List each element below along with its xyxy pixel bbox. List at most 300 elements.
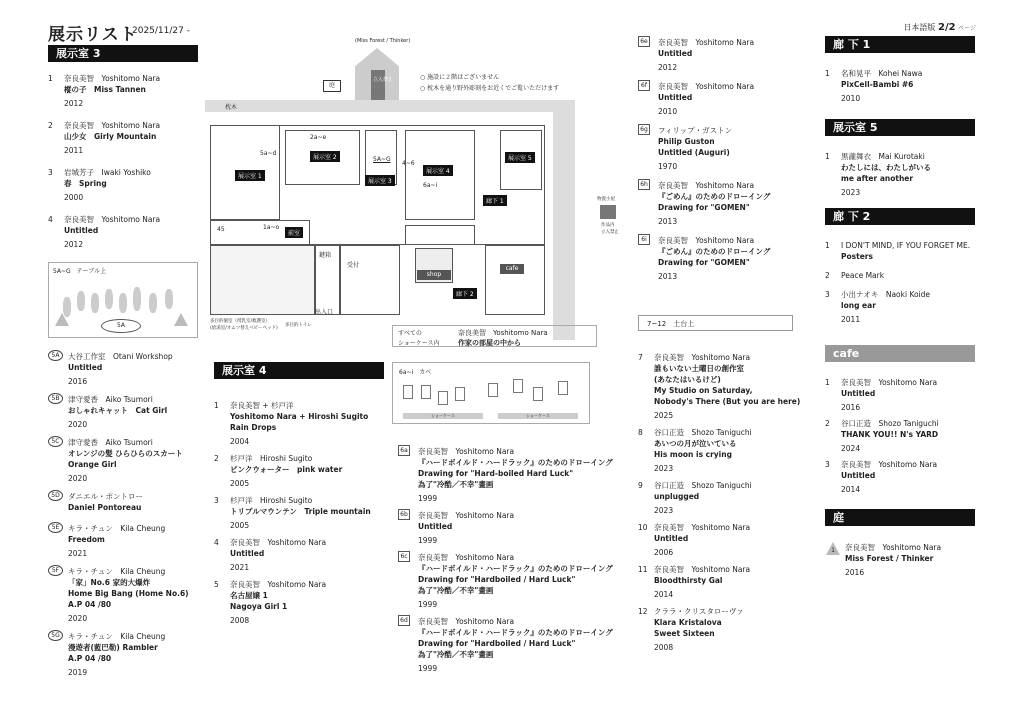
item-number: 9 bbox=[638, 481, 643, 490]
locker-label: 鍵箱 bbox=[319, 252, 332, 259]
storage-shed-icon bbox=[600, 205, 616, 219]
artist-name: 奈良美智 Yoshitomo Nara bbox=[418, 617, 515, 626]
work-year: 2000 bbox=[64, 193, 84, 202]
room-label-5: 展示室 5 bbox=[505, 152, 535, 163]
list-item bbox=[48, 566, 208, 624]
restroom-label-c: 多目的トイレ bbox=[285, 323, 312, 328]
item-number: 7 bbox=[638, 353, 643, 362]
section-room4: 展示室 4 bbox=[214, 362, 384, 379]
item-number-badge: 5D bbox=[48, 490, 63, 501]
section-corridor1: 廊 下 1 bbox=[825, 36, 975, 53]
work-title: 名古屋嬢 1 bbox=[230, 591, 268, 600]
work-title: Drawing for "GOMEN" bbox=[658, 258, 750, 267]
cafe-area bbox=[485, 245, 545, 315]
work-year: 2023 bbox=[841, 188, 861, 197]
work-title: Untitled (Auguri) bbox=[658, 148, 730, 157]
map-top-label: (Miss Forest / Thinker) bbox=[355, 38, 411, 44]
artist-name: 奈良美智 Yoshitomo Nara bbox=[658, 38, 755, 47]
list-item bbox=[48, 491, 208, 513]
work-year: 2013 bbox=[658, 217, 678, 226]
work-title: オレンジの髪 ひらひらのスカート bbox=[68, 449, 183, 458]
reception-label: 受付 bbox=[347, 262, 360, 269]
room-7-area bbox=[405, 225, 475, 245]
work-year: 2013 bbox=[658, 272, 678, 281]
work-year: 2020 bbox=[68, 614, 88, 623]
artwork-frame bbox=[438, 391, 448, 405]
artist-name: 奈良美智 Yoshitomo Nara bbox=[845, 543, 942, 552]
artist-name: 奈良美智 Yoshitomo Nara bbox=[230, 580, 327, 589]
figure-icon bbox=[119, 293, 127, 313]
work-year: 2024 bbox=[841, 444, 861, 453]
work-title: Untitled bbox=[841, 471, 876, 480]
item-number: 12 bbox=[638, 607, 648, 616]
artist-name: 津守愛香 Aiko Tsumori bbox=[68, 438, 153, 447]
work-year: 2011 bbox=[841, 315, 861, 324]
item-number-box: 6i bbox=[638, 234, 650, 245]
item-number: 4 bbox=[214, 538, 219, 547]
artist-name: 奈良美智 Yoshitomo Nara bbox=[654, 565, 751, 574]
work-title: Nagoya Girl 1 bbox=[230, 602, 288, 611]
section-room3: 展示室 3 bbox=[48, 45, 198, 62]
list-item bbox=[825, 240, 985, 262]
work-title: Nobody's There (But you are here) bbox=[654, 397, 801, 406]
artist-name: 奈良美智 Yoshitomo Nara bbox=[64, 121, 161, 130]
entrance-label: 出入口 bbox=[315, 309, 334, 316]
work-year: 2004 bbox=[230, 437, 250, 446]
artist-name: フィリップ・ガストン bbox=[658, 126, 733, 135]
language-page-indicator bbox=[903, 22, 976, 33]
work-title: 山少女 Girly Mountain bbox=[64, 132, 157, 141]
figure-icon bbox=[91, 293, 99, 313]
artist-name: 奈良美智 Yoshitomo Nara bbox=[64, 74, 161, 83]
work-title: 「家」No.6 家的大爆炸 bbox=[68, 578, 151, 587]
artist-name: 大谷工作室 Otani Workshop bbox=[68, 352, 173, 361]
artist-name: 奈良美智 Yoshitomo Nara bbox=[841, 378, 938, 387]
work-year: 1999 bbox=[418, 664, 438, 673]
map-notice-2: ○ 枕木を通り野外彫刻をお近くでご覧いただけます bbox=[420, 85, 560, 92]
figure-icon bbox=[149, 293, 157, 313]
item-number: 2 bbox=[825, 419, 830, 428]
list-item bbox=[638, 235, 798, 282]
work-year: 1970 bbox=[658, 162, 678, 171]
work-title: Philip Guston bbox=[658, 137, 715, 146]
artist-name: キラ・チュン Kila Cheung bbox=[68, 567, 166, 576]
work-title: me after another bbox=[841, 174, 914, 183]
work-title: Drawing for "GOMEN" bbox=[658, 203, 750, 212]
floor-box: 7~12 土台上 bbox=[638, 315, 793, 331]
work-year: 2012 bbox=[64, 99, 84, 108]
item-number: 2 bbox=[214, 454, 219, 463]
list-item bbox=[48, 73, 208, 109]
artist-name: 黒瀧舞衣 Mai Kurotaki bbox=[841, 152, 925, 161]
item-number: 1 bbox=[214, 401, 219, 410]
artist-name: 奈良美智 Yoshitomo Nara bbox=[230, 538, 327, 547]
artwork-frame bbox=[403, 385, 413, 399]
item-number-badge: 5F bbox=[48, 565, 63, 576]
storage-label-c: 立入禁止 bbox=[601, 230, 619, 235]
figure-icon bbox=[133, 287, 141, 311]
work-title: Untitled bbox=[230, 549, 265, 558]
artist-name: 奈良美智 Yoshitomo Nara bbox=[418, 511, 515, 520]
page-suffix: ページ bbox=[958, 25, 976, 32]
artist-name: 津守愛香 Aiko Tsumori bbox=[68, 395, 153, 404]
shelf-diagram bbox=[48, 262, 198, 338]
room-label-1: 展示室 1 bbox=[235, 170, 265, 181]
work-year: 1999 bbox=[418, 536, 438, 545]
work-year: 2006 bbox=[654, 548, 674, 557]
side-path bbox=[553, 100, 575, 340]
triangle-icon bbox=[55, 313, 69, 326]
cafe-label: cafe bbox=[500, 264, 524, 274]
triangle-icon bbox=[174, 313, 188, 326]
item-number-badge: 5B bbox=[48, 393, 63, 404]
artist-name: 杉戸洋 Hiroshi Sugito bbox=[230, 454, 313, 463]
list-item bbox=[48, 167, 208, 203]
lang-label: 日本語版 bbox=[903, 23, 936, 32]
work-title: His moon is crying bbox=[654, 450, 732, 459]
artist-name: 谷口正造 Shozo Taniguchi bbox=[841, 419, 939, 428]
map-num-2a-e: 2a~e bbox=[310, 134, 327, 141]
work-title: 『ハードボイルド・ハードラック』のためのドローイング bbox=[418, 628, 613, 637]
list-item bbox=[398, 552, 618, 610]
artwork-frame bbox=[488, 383, 498, 397]
figure-icon bbox=[165, 289, 173, 309]
item-number: 4 bbox=[48, 215, 53, 224]
artist-name: 谷口正造 Shozo Taniguchi bbox=[654, 428, 752, 437]
item-number-badge: 5G bbox=[48, 630, 63, 641]
list-item bbox=[638, 352, 808, 421]
artist-name: 奈良美智 Yoshitomo Nara bbox=[654, 523, 751, 532]
work-title: 漫遊者(藍巴勒) Rambler bbox=[68, 643, 158, 652]
item-number: 1 bbox=[48, 74, 53, 83]
work-title: long ear bbox=[841, 301, 876, 310]
artwork-frame bbox=[513, 379, 523, 393]
railway-label: 枕木 bbox=[225, 104, 238, 111]
list-item bbox=[638, 480, 808, 516]
work-title: 『ハードボイルド・ハードラック』のためのドローイング bbox=[418, 458, 613, 467]
list-item bbox=[825, 418, 985, 454]
item-number: 10 bbox=[638, 523, 648, 532]
work-year: 2016 bbox=[841, 403, 861, 412]
work-title: Freedom bbox=[68, 535, 105, 544]
item-number: 8 bbox=[638, 428, 643, 437]
room-label-2: 展示室 2 bbox=[310, 151, 340, 162]
work-title: 『ごめん』のためのドローイング bbox=[658, 247, 771, 256]
artist-name: 奈良美智 Yoshitomo Nara bbox=[658, 236, 755, 245]
artwork-frame bbox=[455, 387, 465, 401]
wall-diagram-title: 6a~i カベ bbox=[399, 369, 432, 376]
work-year: 2021 bbox=[68, 549, 88, 558]
artist-name: Peace Mark bbox=[841, 271, 885, 280]
list-item bbox=[398, 510, 618, 546]
work-title: A.P 04 /80 bbox=[68, 600, 112, 609]
work-title: A.P 04 /80 bbox=[68, 654, 112, 663]
work-title: おしゃれキャット Cat Girl bbox=[68, 406, 168, 415]
item-number: 1 bbox=[831, 547, 835, 554]
item-number-box: 6d bbox=[398, 615, 410, 626]
restroom-area bbox=[210, 245, 315, 315]
work-year: 2020 bbox=[68, 420, 88, 429]
list-item bbox=[638, 606, 808, 653]
work-year: 2023 bbox=[654, 506, 674, 515]
artist-name: キラ・チュン Kila Cheung bbox=[68, 632, 166, 641]
map-num-5a-d: 5a~d bbox=[260, 150, 277, 157]
item-number: 1 bbox=[825, 69, 830, 78]
item-number-badge: 5C bbox=[48, 436, 63, 447]
work-title: トリプルマウンテン Triple mountain bbox=[230, 507, 371, 516]
section-garden: 庭 bbox=[825, 509, 975, 526]
work-year: 2010 bbox=[841, 94, 861, 103]
work-title: unplugged bbox=[654, 492, 700, 501]
item-number: 3 bbox=[48, 168, 53, 177]
list-item bbox=[638, 180, 798, 227]
map-num-6a-i: 6a~i bbox=[423, 182, 438, 189]
wall-diagram bbox=[392, 362, 590, 424]
list-item bbox=[825, 377, 985, 413]
artist-name: 岩城芳子 Iwaki Yoshiko bbox=[64, 168, 151, 177]
restroom-label-a: 多目的個室（授乳室/救護室） bbox=[210, 319, 271, 324]
map-num-5a-g: 5A~G bbox=[373, 156, 391, 163]
triangle-icon bbox=[826, 542, 840, 555]
item-number: 1 bbox=[825, 378, 830, 387]
artist-name: 奈良美智 Yoshitomo Nara bbox=[658, 181, 755, 190]
work-year: 2014 bbox=[841, 485, 861, 494]
artist-name: 奈良美智 Yoshitomo Nara bbox=[654, 353, 751, 362]
map-num-1a-o: 1a~o bbox=[263, 224, 280, 231]
work-title: (あなたはいるけど) bbox=[654, 375, 721, 384]
work-title: 為了"冷酷／不幸"畫画 bbox=[418, 650, 494, 659]
artist-name: 奈良美智 Yoshitomo Nara bbox=[418, 447, 515, 456]
work-year: 2016 bbox=[845, 568, 865, 577]
reception-area bbox=[340, 245, 400, 315]
page-title: 展示リスト bbox=[48, 25, 138, 45]
work-title: Untitled bbox=[654, 534, 689, 543]
map-num-45: 45 bbox=[217, 226, 225, 233]
list-item bbox=[825, 459, 985, 495]
work-title: Rain Drops bbox=[230, 423, 277, 432]
work-year: 1999 bbox=[418, 494, 438, 503]
work-title: PixCell-Bambi #6 bbox=[841, 80, 914, 89]
work-title: THANK YOU!! N's YARD bbox=[841, 430, 939, 439]
work-year: 2011 bbox=[64, 146, 84, 155]
list-item bbox=[48, 120, 208, 156]
work-title: Home Big Bang (Home No.6) bbox=[68, 589, 189, 598]
list-item bbox=[398, 616, 618, 674]
artist-name: 奈良美智 Yoshitomo Nara bbox=[418, 553, 515, 562]
work-title: Daniel Pontoreau bbox=[68, 503, 142, 512]
list-item bbox=[638, 37, 798, 73]
work-title: Drawing for "Hardboiled / Hard Luck" bbox=[418, 639, 576, 648]
showcase-artist: 奈良美智 Yoshitomo Nara bbox=[458, 329, 548, 337]
work-year: 2014 bbox=[654, 590, 674, 599]
item-number-box: 6b bbox=[398, 509, 410, 520]
artist-name: 名和晃平 Kohei Nawa bbox=[841, 69, 923, 78]
work-year: 2020 bbox=[68, 474, 88, 483]
garden-label: 庭 bbox=[323, 80, 341, 92]
work-year: 1999 bbox=[418, 600, 438, 609]
artist-name: キラ・チュン Kila Cheung bbox=[68, 524, 166, 533]
item-number: 3 bbox=[214, 496, 219, 505]
work-title: 誰もいない土曜日の創作室 bbox=[654, 364, 744, 373]
item-number-box: 6f bbox=[638, 80, 650, 91]
artwork-frame bbox=[558, 381, 568, 395]
list-item bbox=[638, 564, 808, 600]
work-title: わたしには、わたしがいる bbox=[841, 163, 931, 172]
work-title: Untitled bbox=[658, 93, 693, 102]
artist-name: 杉戸洋 Hiroshi Sugito bbox=[230, 496, 313, 505]
work-title: Sweet Sixteen bbox=[654, 629, 715, 638]
showcase-label-a: すべての bbox=[398, 330, 422, 337]
item-number-box: 6e bbox=[638, 36, 650, 47]
page-date: 2025/11/27 - bbox=[132, 26, 190, 36]
item-number: 1 bbox=[825, 152, 830, 161]
artist-name: 奈良美智 Yoshitomo Nara bbox=[841, 460, 938, 469]
work-year: 2012 bbox=[64, 240, 84, 249]
item-number-badge: 5A bbox=[48, 350, 63, 361]
artist-name: クララ・クリスタローヴァ bbox=[654, 607, 744, 616]
item-number-box: 6a bbox=[398, 445, 410, 456]
restroom-label-b: (給湯室/オムツ替えベビーベッド) bbox=[210, 326, 278, 331]
list-item bbox=[48, 214, 208, 250]
item-number: 2 bbox=[825, 271, 830, 280]
room-label-4: 展示室 4 bbox=[423, 165, 453, 176]
list-item bbox=[214, 453, 389, 489]
item-number: 2 bbox=[48, 121, 53, 130]
list-item bbox=[638, 427, 808, 474]
item-number: 5 bbox=[214, 580, 219, 589]
floor-map bbox=[205, 30, 619, 350]
item-number: 3 bbox=[825, 460, 830, 469]
work-year: 2005 bbox=[230, 479, 250, 488]
storage-label-a: 物置小屋 bbox=[597, 197, 615, 202]
item-number: 11 bbox=[638, 565, 648, 574]
list-item bbox=[825, 68, 985, 104]
item-number-box: 6h bbox=[638, 179, 650, 190]
artist-name: ダニエル・ポントロー bbox=[68, 492, 143, 501]
work-title: ピンクウォーター pink water bbox=[230, 465, 343, 474]
work-year: 2012 bbox=[658, 63, 678, 72]
list-item bbox=[214, 579, 389, 626]
showcase-label-b: ショーケース内 bbox=[398, 340, 440, 347]
list-item bbox=[48, 437, 208, 484]
list-item bbox=[825, 542, 985, 578]
work-year: 2008 bbox=[654, 643, 674, 652]
list-item bbox=[825, 289, 985, 325]
showcase-box bbox=[392, 325, 597, 347]
storage-label-b: 作品内 bbox=[601, 223, 615, 228]
shop-label: shop bbox=[417, 270, 451, 280]
artist-name: 谷口正造 Shozo Taniguchi bbox=[654, 481, 752, 490]
room-label-corridor2: 廊下 2 bbox=[453, 288, 477, 299]
work-title: 春 Spring bbox=[64, 179, 107, 188]
work-title: 『ハードボイルド・ハードラック』のためのドローイング bbox=[418, 564, 613, 573]
list-item bbox=[48, 631, 208, 678]
room-label-3: 展示室 3 bbox=[365, 175, 395, 186]
work-year: 2025 bbox=[654, 411, 674, 420]
section-room5: 展示室 5 bbox=[825, 119, 975, 136]
room-label-corridor1: 廊下 1 bbox=[483, 195, 507, 206]
artist-name: 小出ナオキ Naoki Koide bbox=[841, 290, 931, 299]
work-title: Drawing for "Hard-boiled Hard Luck" bbox=[418, 469, 574, 478]
work-title: Untitled bbox=[68, 363, 103, 372]
list-item bbox=[48, 394, 208, 430]
work-title: 為了"冷酷／不幸"畫画 bbox=[418, 586, 494, 595]
artist-name: 奈良美智 + 杉戸洋 bbox=[230, 401, 294, 410]
map-num-4-6: 4~6 bbox=[402, 160, 415, 167]
work-title: Bloodthirsty Gal bbox=[654, 576, 723, 585]
item-number-box: 6c bbox=[398, 551, 410, 562]
work-title: My Studio on Saturday, bbox=[654, 386, 753, 395]
item-number: 1 bbox=[825, 241, 830, 250]
item-number-box: 6g bbox=[638, 124, 650, 135]
list-item bbox=[214, 537, 389, 573]
work-title: Yoshitomo Nara + Hiroshi Sugito bbox=[230, 412, 369, 421]
list-item bbox=[638, 81, 798, 117]
item-number: 3 bbox=[825, 290, 830, 299]
room-label-anteroom: 前室 bbox=[285, 227, 303, 238]
garden-path bbox=[371, 70, 385, 100]
work-title: Untitled bbox=[64, 226, 99, 235]
work-year: 2016 bbox=[68, 377, 88, 386]
list-item bbox=[48, 351, 208, 387]
artwork-frame bbox=[533, 387, 543, 401]
list-item bbox=[48, 523, 208, 559]
showcase-work: 作家の部屋の中から bbox=[458, 339, 521, 347]
work-year: 2023 bbox=[654, 464, 674, 473]
figure-icon bbox=[77, 291, 85, 311]
shelf-item-5a: 5A bbox=[101, 319, 141, 333]
section-corridor2: 廊 下 2 bbox=[825, 208, 975, 225]
list-item bbox=[638, 125, 798, 172]
no-entry-label: 立入禁止 bbox=[373, 77, 394, 83]
work-title: Posters bbox=[841, 252, 873, 261]
work-title: Orange Girl bbox=[68, 460, 117, 469]
artist-name: 奈良美智 Yoshitomo Nara bbox=[64, 215, 161, 224]
work-title: Untitled bbox=[418, 522, 453, 531]
shelf-label: 5A~G テーブル上 bbox=[53, 268, 107, 275]
list-item bbox=[214, 400, 389, 447]
work-title: Miss Forest / Thinker bbox=[845, 554, 934, 563]
list-item bbox=[214, 495, 389, 531]
showcase-case-left: ショーケース bbox=[403, 413, 483, 419]
work-title: 為了"冷酷／不幸"畫画 bbox=[418, 480, 494, 489]
section-cafe: cafe bbox=[825, 345, 975, 362]
item-number-badge: 5E bbox=[48, 522, 63, 533]
work-title: Drawing for "Hardboiled / Hard Luck" bbox=[418, 575, 576, 584]
work-title: あいつの月が泣いている bbox=[654, 439, 737, 448]
work-title: Untitled bbox=[841, 389, 876, 398]
work-title: 『ごめん』のためのドローイング bbox=[658, 192, 771, 201]
work-year: 2008 bbox=[230, 616, 250, 625]
railway-path bbox=[205, 100, 575, 112]
work-year: 2010 bbox=[658, 107, 678, 116]
work-title: 樅の子 Miss Tannen bbox=[64, 85, 146, 94]
artwork-frame bbox=[421, 385, 431, 399]
map-notice-1: ○ 施設に２階はございません bbox=[420, 74, 500, 81]
work-title: Untitled bbox=[658, 49, 693, 58]
work-year: 2021 bbox=[230, 563, 250, 572]
work-year: 2005 bbox=[230, 521, 250, 530]
list-item bbox=[398, 446, 618, 504]
page-number: 2/2 bbox=[937, 22, 956, 33]
artist-name: 奈良美智 Yoshitomo Nara bbox=[658, 82, 755, 91]
list-item bbox=[825, 270, 985, 281]
artist-name: I DON'T MIND, IF YOU FORGET ME. bbox=[841, 241, 971, 250]
list-item bbox=[638, 522, 808, 558]
showcase-case-right: ショーケース bbox=[498, 413, 578, 419]
figure-icon bbox=[105, 289, 113, 309]
work-year: 2019 bbox=[68, 668, 88, 677]
